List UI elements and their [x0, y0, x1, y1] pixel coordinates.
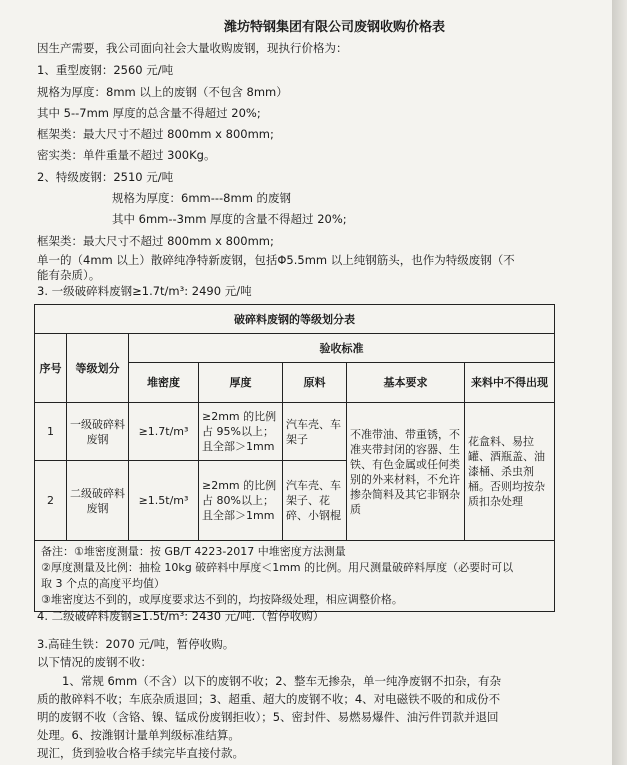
note-line: ③堆密度达不到的，或厚度要求达不到的，均按降级处理，相应调整价格。 [41, 593, 403, 606]
payment-line: 现汇，货到验收合格手续完毕直接付款。 [37, 746, 244, 760]
page-edge [612, 0, 627, 765]
table-row [35, 403, 555, 461]
table-notes [35, 541, 555, 612]
section-special-line: 其中 6mm--3mm 厚度的含量不得超过 20%; [112, 212, 347, 226]
grade-table [34, 304, 555, 612]
section-grade2-heading: 4. 二级破碎料废钢≥1.5t/m³: 2430 元/吨.（暂停收购） [37, 609, 325, 623]
intro-text: 因生产需要，我公司面向社会大量收购废钢，现执行价格为： [37, 41, 348, 55]
section-heavy-line: 密实类：单件重量不超过 300Kg。 [37, 148, 216, 162]
section-grade1-heading: 3. 一级破碎料废钢≥1.7t/m³: 2490 元/吨 [37, 284, 252, 298]
header-material: 原料 [283, 363, 347, 403]
header-acceptance: 验收标准 [129, 334, 555, 363]
note-line: 取 3 个点的高度平均值） [41, 577, 165, 590]
header-seq: 序号 [35, 334, 67, 403]
rejection-line: 明的废钢不收（含铬、镍、锰成份废钢拒收）；5、密封件、易燃易爆件、油污件罚款并退回 [37, 710, 499, 724]
section-heavy-heading: 1、重型废钢：2560 元/吨 [37, 63, 174, 77]
section-special-line: 框架类：最大尺寸不超过 800mm x 800mm; [37, 234, 274, 248]
row-density: ≥1.7t/m³ [129, 403, 199, 461]
note-line: ②厚度测量及比例：抽检 10kg 破碎料中厚度＜1mm 的比例。用尺测量破碎料厚度（必要时可以 [41, 561, 514, 574]
note-line: 备注：①堆密度测量：按 GB/T 4223-2017 中堆密度方法测量 [41, 545, 346, 558]
row-material: 汽车壳、车架子、花碎、小钢棍 [283, 461, 347, 541]
header-requirement: 基本要求 [347, 363, 465, 403]
row-thickness: ≥2mm 的比例占 95%以上；且全部＞1mm [199, 403, 283, 461]
row-seq: 2 [35, 461, 67, 541]
section-pigiron-heading: 3.高硅生铁：2070 元/吨，暂停收购。 [37, 637, 235, 651]
rejection-intro: 以下情况的废钢不收： [37, 655, 152, 669]
header-density: 堆密度 [129, 363, 199, 403]
section-special-heading: 2、特级废钢：2510 元/吨 [37, 170, 174, 184]
excluded-items-cell: 花盒料、易拉罐、酒瓶盖、油漆桶、杀虫剂桶。否则均按杂质扣杂处理 [465, 403, 555, 541]
header-thickness: 厚度 [199, 363, 283, 403]
row-thickness: ≥2mm 的比例占 80%以上；且全部＞1mm [199, 461, 283, 541]
row-density: ≥1.5t/m³ [129, 461, 199, 541]
rejection-line: 处理。6、按潍钢计量单判级标准结算。 [37, 728, 240, 742]
row-material: 汽车壳、车架子 [283, 403, 347, 461]
rejection-line: 质的散碎料不收；车底杂质退回；3、超重、超大的废钢不收；4、对电磁铁不吸的和成份不 [37, 692, 501, 706]
section-special-line: 单一的（4mm 以上）散碎纯净特新废钢，包括Φ5.5mm 以上纯钢筋头，也作为特级废钢（不 [37, 253, 515, 267]
section-heavy-line: 规格为厚度：8mm 以上的废钢（不包含 8mm） [37, 85, 288, 99]
row-grade: 一级破碎料废钢 [67, 403, 129, 461]
table-caption: 破碎料废钢的等级划分表 [35, 305, 555, 334]
rejection-line: 1、常规 6mm（不含）以下的废钢不收；2、整车无掺杂，单一纯净废钢不扣杂，有杂 [62, 674, 502, 688]
header-excluded: 来料中不得出现 [465, 363, 555, 403]
row-seq: 1 [35, 403, 67, 461]
section-special-line: 规格为厚度：6mm---8mm 的废钢 [112, 191, 292, 205]
row-grade: 二级破碎料废钢 [67, 461, 129, 541]
basic-requirement-cell: 不准带油、带重锈，不准夹带封闭的容器、生铁、有色金属或任何类别的外来材料，不允许掺杂简料及其它非钢杂质 [347, 403, 465, 541]
header-grade: 等级划分 [67, 334, 129, 403]
section-special-line: 能有杂质）。 [37, 268, 101, 282]
section-heavy-line: 其中 5--7mm 厚度的总含量不得超过 20%; [37, 106, 261, 120]
document-title: 潍坊特钢集团有限公司废钢收购价格表 [224, 20, 446, 35]
section-heavy-line: 框架类：最大尺寸不超过 800mm x 800mm; [37, 127, 274, 141]
